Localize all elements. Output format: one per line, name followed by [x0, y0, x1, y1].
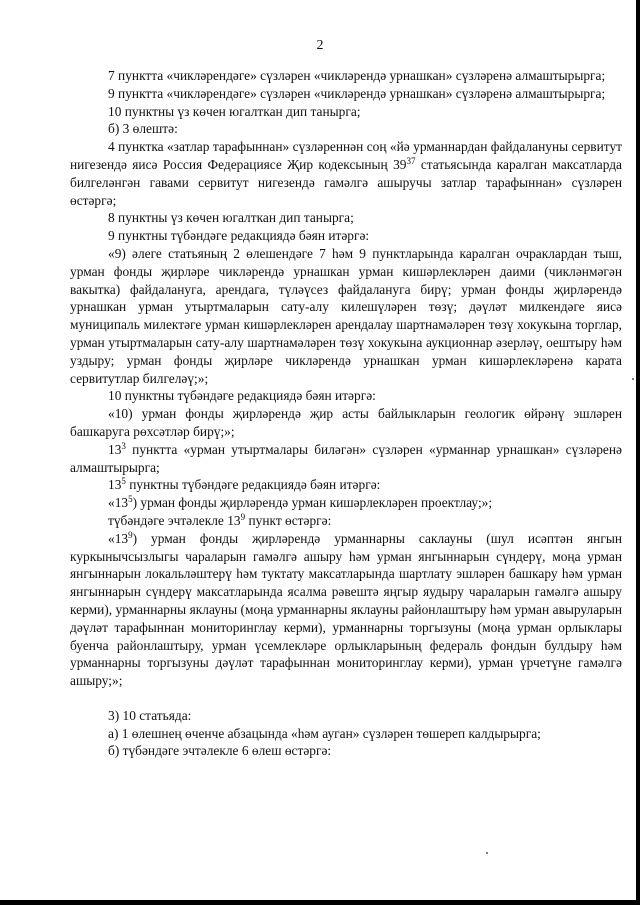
paragraph-text: б) түбәндәге эчтәлекле 6 өлеш өстәргә:	[108, 743, 332, 759]
paragraph-text: пункт өстәргә:	[245, 512, 332, 528]
paragraph-text: «10) урман фонды җирләрендә җир асты байлыкларын геологик өйрәнү эшләрен башкаруга рөхсәтләр бирү;»;	[70, 406, 622, 439]
paragraph-text: 9 пунктны түбәндәге редакциядә бәян итәргә:	[108, 228, 370, 244]
superscript: 5	[128, 494, 133, 505]
paragraph	[70, 85, 622, 103]
paragraph-text: 9 пунктта «чикләрендәге» сүзләрен «чикләрендә урнашкан» сүзләренә алмаштырырга;	[108, 85, 606, 101]
paragraph	[70, 725, 622, 743]
paragraph-text: 3) 10 статьяда:	[108, 707, 192, 723]
paragraph-text: түбәндәге эчтәлекле 13	[108, 512, 241, 528]
scan-spot	[632, 378, 634, 380]
paragraph-text: б) 3 өлештә:	[108, 121, 178, 137]
paragraph-text: 10 пунктны үз көчен югалткан дип танырга;	[108, 103, 361, 119]
paragraph-text: «13	[108, 530, 129, 546]
paragraph	[70, 67, 622, 85]
superscript: 37	[406, 155, 416, 166]
paragraph-text: 10 пунктны түбәндәге редакциядә бәян итәргә:	[108, 388, 376, 404]
paragraph-text: ) урман фонды җирләрендә урманнарны саклауны (шул исәптән янгын куркынычсызлыгы чараларын гамәлгә ашыру һәм урман янгыннарын сүндерү, моңа урман янгыннарын локальләштерү һәм туктату максатларында шартлату эшләрен башкару һәм урман янгыннарын сүндерү максатларында ясалма рәвештә яңгыр яудыру чараларын гамәлгә ашыру керми), урманнарны яклауны (моңа урманнарны яклауны районлаштыру һәм урман авыруларын дәүләт тарафыннан мониторинглау керми), урманнарны торгызуны (моңа урман орлыклары буенча районлаштыру, урман үсемлекләре орлыкларының федераль фондын булдыру һәм урманнарны торгызуны дәүләт тарафыннан мониторинглау керми), урман үрчетүне гамәлгә ашыру;»;	[70, 530, 622, 689]
paragraph	[70, 138, 622, 209]
paragraph-text: 13	[108, 477, 122, 493]
paragraph-text: 7 пунктта «чикләрендәге» сүзләрен «чикләрендә урнашкан» сүзләренә алмаштырырга;	[108, 68, 606, 83]
paragraph	[70, 387, 622, 405]
document-body	[70, 67, 622, 760]
paragraph	[70, 441, 622, 477]
paragraph	[70, 245, 622, 387]
paragraph-text: пунктны түбәндәге редакциядә бәян итәргә:	[125, 477, 381, 493]
paragraph-text: «13	[108, 495, 129, 511]
paragraph-text: 13	[108, 441, 122, 457]
scan-spot	[486, 852, 488, 854]
scan-edge-right	[636, 0, 640, 905]
paragraph	[70, 103, 622, 121]
paragraph	[70, 120, 622, 138]
paragraph-text: а) 1 өлешнең өченче абзацында «һәм ауган» сүзләрен төшереп калдырырга;	[108, 725, 541, 741]
superscript: 5	[121, 476, 126, 487]
paragraph	[70, 405, 622, 441]
paragraph-text: пунктта «урман утыртмалары биләгән» сүзләрен «урманнар урнашкан» сүзләренә алмаштырырга;	[70, 441, 622, 475]
paragraph	[70, 530, 622, 690]
paragraph	[70, 227, 622, 245]
paragraph-text: ) урман фонды җирләрендә урман кишәрлекләрен проектлау;»;	[132, 495, 493, 511]
page-number: 2	[316, 38, 324, 53]
superscript: 3	[121, 440, 126, 451]
paragraph	[70, 209, 622, 227]
paragraph	[70, 512, 622, 530]
superscript: 9	[240, 511, 246, 522]
paragraph	[70, 707, 622, 725]
scan-edge-bottom	[0, 900, 640, 905]
paragraph-text: 8 пунктны үз көчен югалткан дип танырга;	[108, 210, 354, 226]
paragraph-text: статьясында каралган максатларда билгеләнгән гавами сервитут нигезендә гамәлгә ашыручы затлар тарафыннан» сүзләрен өстәргә;	[70, 156, 622, 208]
paragraph	[70, 742, 622, 760]
paragraph-text: «9) әлеге статьяның 2 өлешендәге 7 һәм 9 пунктларында каралган очраклардан тыш, урман фонды җирләре чикләрендә урнашкан урман кишәрлекләрен даими (чикләнмәгән вакытка) файдалануга, арендага, түләүсез файдалануга бирү; урман фонды җирләрендә урнашкан урман утыртмаларын сату-алу килешүләрен төзү; дәүләт милкендәге яисә муниципаль милектәге урман кишәрлекләрен арендалау шартнамәләрен төзү хокукына торглар, урман утыртмаларын сату-алу шартнамәләрен төзү хокукына аукционнар әзерләү, оештыру һәм уздыру; урман фонды җирләре чикләрендә урнашкан урман кишәрлекләренә карата сервитутлар билгеләү;»;	[70, 245, 622, 386]
paragraph-text: 4 пунктка «затлар тарафыннан» сүзләреннән соң «йә урманнардан файдалануны сервитут нигезендә яисә Россия Федерациясе Җир кодексының 39	[70, 139, 622, 172]
paragraph	[70, 494, 622, 512]
superscript: 9	[128, 529, 133, 540]
paragraph	[70, 476, 622, 494]
